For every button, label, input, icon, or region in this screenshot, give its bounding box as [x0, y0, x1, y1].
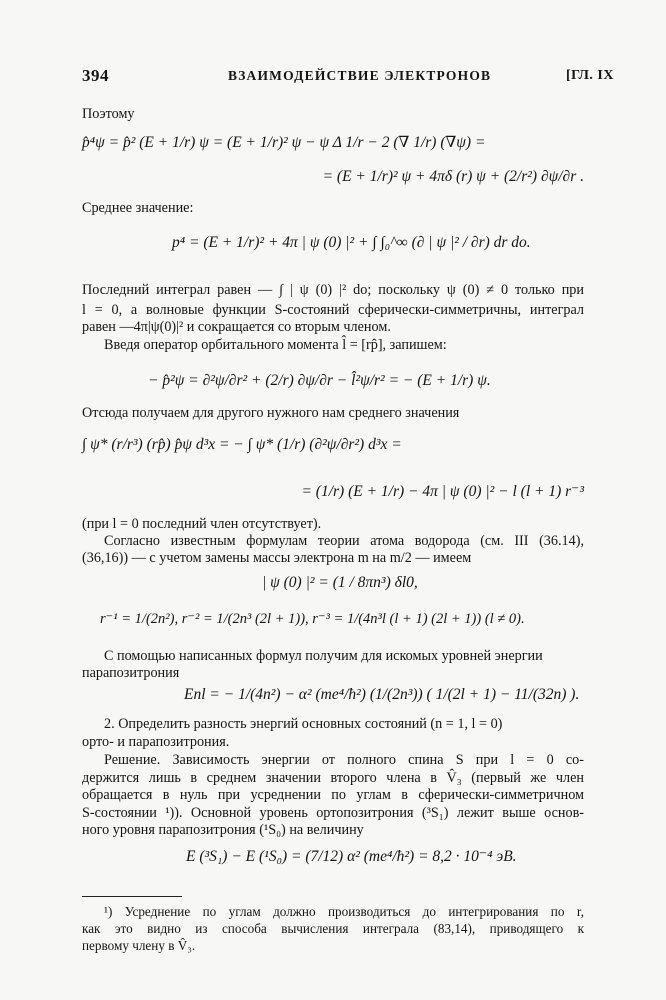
- equation: | ψ (0) |² = (1 / 8πn³) δl0,: [262, 574, 418, 591]
- chapter-ref: [ГЛ. IX: [566, 68, 614, 83]
- footnote-rule: [82, 896, 182, 897]
- equation: r⁻¹ = 1/(2n²), r⁻² = 1/(2n³ (2l + 1)), r⁻³ = 1/(4n³l (l + 1) (2l + 1)) (l ≠ 0).: [100, 611, 525, 627]
- paragraph: Решение. Зависимость энергии от полного спина S при l = 0 со-: [104, 752, 584, 768]
- equation: ∫ ψ* (r/r³) (rp̂) p̂ψ d³x = − ∫ ψ* (1/r) (∂²ψ/∂r²) d³x =: [82, 436, 402, 453]
- footnote-text: ¹) Усреднение по углам должно производиться до интегрирования по r,: [104, 904, 584, 919]
- paragraph: ного уровня парапозитрония (¹S₀) на величину: [82, 822, 364, 838]
- footnote-text: как это видно из способа вычисления интеграла (83,14), приводящего к: [82, 921, 584, 936]
- paragraph: обращается в нуль при усреднении по углам в сферически-симметричном: [82, 787, 584, 803]
- paragraph: держится лишь в среднем значении второго члена в V̂₃ (первый же член: [82, 770, 584, 786]
- page-number: 394: [82, 66, 109, 85]
- equation: p̂⁴ψ = p̂² (E + 1/r) ψ = (E + 1/r)² ψ − ψ Δ 1/r − 2 (∇ 1/r) (∇ψ) =: [82, 134, 486, 151]
- footnote-text: первому члену в V̂₃.: [82, 938, 196, 953]
- paragraph: (при l = 0 последний член отсутствует).: [82, 516, 322, 532]
- paragraph: Введя оператор орбитального момента l̂ = [rp̂], запишем:: [104, 337, 447, 353]
- paragraph: орто- и парапозитрония.: [82, 734, 230, 750]
- equation: = (E + 1/r)² ψ + 4πδ (r) ψ + (2/r²) ∂ψ/∂r .: [322, 168, 584, 185]
- paragraph: S-состоянии ¹)). Основной уровень ортопозитрония (³S₁) лежит выше основ-: [82, 805, 584, 821]
- paragraph: Отсюда получаем для другого нужного нам среднего значения: [82, 405, 460, 421]
- equation: − p̂²ψ = ∂²ψ/∂r² + (2/r) ∂ψ/∂r − l̂²ψ/r² = − (E + 1/r) ψ.: [148, 372, 491, 389]
- running-title: ВЗАИМОДЕЙСТВИЕ ЭЛЕКТРОНОВ: [228, 68, 492, 83]
- equation: E (³S₁) − E (¹S₀) = (7/12) α² (me⁴/ħ²) = 8,2 · 10⁻⁴ эВ.: [186, 848, 517, 865]
- equation: Enl = − 1/(4n²) − α² (me⁴/ħ²) (1/(2n³)) ( 1/(2l + 1) − 11/(32n) ).: [184, 686, 580, 703]
- paragraph: 2. Определить разность энергий основных состояний (n = 1, l = 0): [104, 716, 503, 732]
- paragraph: Последний интеграл равен — ∫ | ψ (0) |² do; поскольку ψ (0) ≠ 0 только при: [82, 282, 584, 298]
- paragraph: Среднее значение:: [82, 200, 194, 216]
- paragraph: l = 0, а волновые функции S-состояний сферически-симметричны, интеграл: [82, 302, 584, 318]
- equation: p⁴ = (E + 1/r)² + 4π | ψ (0) |² + ∫ ∫₀^∞ (∂ | ψ |² / ∂r) dr do.: [172, 234, 531, 251]
- paragraph: (36,16)) — с учетом замены массы электрона m на m/2 — имеем: [82, 550, 472, 566]
- paragraph: парапозитрония: [82, 665, 180, 681]
- paragraph: Согласно известным формулам теории атома водорода (см. III (36.14),: [104, 533, 584, 549]
- paragraph: С помощью написанных формул получим для искомых уровней энергии: [104, 648, 543, 664]
- equation: = (1/r) (E + 1/r) − 4π | ψ (0) |² − l (l + 1) r⁻³: [301, 483, 584, 500]
- paragraph: Поэтому: [82, 106, 135, 122]
- paragraph: равен —4π|ψ(0)|² и сокращается со вторым членом.: [82, 319, 391, 335]
